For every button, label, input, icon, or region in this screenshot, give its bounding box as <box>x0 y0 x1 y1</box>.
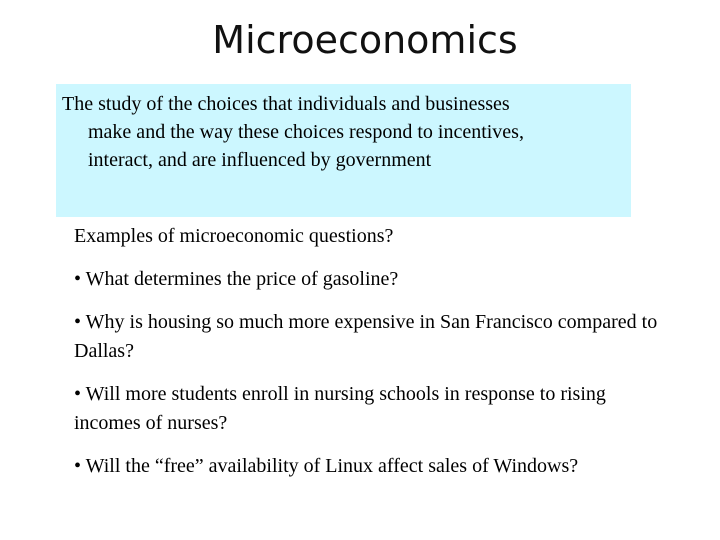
examples-section <box>74 222 674 495</box>
question-gasoline-price: • What determines the price of gasoline? <box>74 268 399 290</box>
question-nursing-enrollment: • Will more students enroll in nursing schools in response to rising incomes of nurses? <box>74 383 606 434</box>
definition-line-3: interact, and are influenced by government <box>88 149 432 171</box>
question-linux-windows: • Will the “free” availability of Linux affect sales of Windows? <box>74 455 579 477</box>
examples-heading: Examples of microeconomic questions? <box>74 225 394 247</box>
question-housing-cost: • Why is housing so much more expensive in San Francisco compared to Dallas? <box>74 311 658 362</box>
slide-title: Microeconomics <box>212 18 518 62</box>
definition-box <box>56 84 631 217</box>
definition-line-2: make and the way these choices respond to incentives, <box>88 121 524 143</box>
definition-line-1: The study of the choices that individuals and businesses <box>62 93 510 115</box>
